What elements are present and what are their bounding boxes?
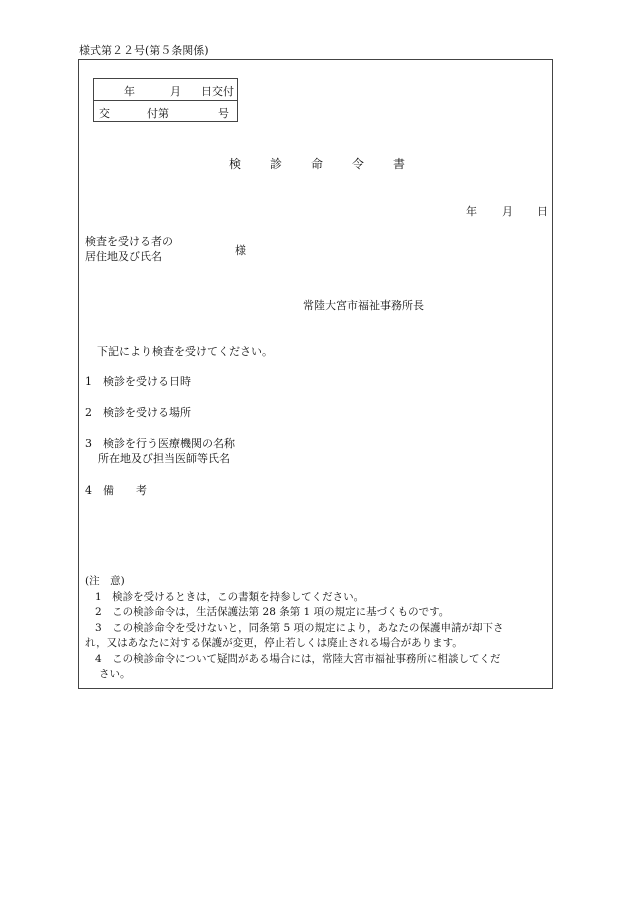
date-year-label: 年 bbox=[466, 205, 477, 218]
note-1: 1 検診を受けるときは，この書類を持参してください。 bbox=[95, 590, 365, 603]
issue-number-row bbox=[94, 101, 237, 122]
issue-kou-label: 交 bbox=[99, 107, 110, 120]
issue-day-label: 日交付 bbox=[201, 85, 234, 98]
issue-number-box bbox=[93, 78, 238, 122]
notes-section bbox=[85, 574, 504, 683]
issue-gou-label: 号 bbox=[218, 107, 229, 120]
item-exam-place: 2 検診を受ける場所 bbox=[85, 406, 191, 419]
issue-month-label: 月 bbox=[170, 85, 181, 98]
note-2: 2 この検診命令は，生活保護法第 28 条第 1 項の規定に基づくものです。 bbox=[95, 606, 450, 618]
note-4-line2: さい。 bbox=[99, 668, 131, 680]
notes-heading: (注 意) bbox=[85, 575, 125, 587]
intro-text: 下記により検査を受けてください。 bbox=[97, 345, 273, 358]
recipient-label bbox=[85, 234, 173, 264]
title-char: 検 bbox=[229, 157, 242, 171]
note-4-line1: 4 この検診命令について疑問がある場合には，常陸大宮市福祉事務所に相談してくだ bbox=[95, 652, 501, 665]
item-exam-datetime: 1 検診を受ける日時 bbox=[85, 375, 191, 388]
issue-year-label: 年 bbox=[124, 85, 135, 98]
note-3-line2: れ，又はあなたに対する保護が変更，停止若しくは廃止される場合があります。 bbox=[85, 637, 463, 649]
note-3-line1: 3 この検診命令を受けないと，同条第 5 項の規定により，あなたの保護申請が却下さ bbox=[95, 621, 504, 634]
item3-line2: 所在地及び担当医師等氏名 bbox=[98, 452, 230, 465]
date-day-label: 日 bbox=[537, 205, 548, 218]
issue-fudai-label: 付第 bbox=[147, 107, 169, 120]
title-char: 診 bbox=[270, 157, 283, 171]
title-char: 命 bbox=[311, 157, 324, 171]
title-char: 書 bbox=[393, 157, 406, 171]
recipient-label-line2: 居住地及び氏名 bbox=[85, 250, 162, 263]
recipient-label-line1: 検査を受ける者の bbox=[85, 235, 173, 248]
item-remarks: 4 備 考 bbox=[85, 484, 147, 497]
form-number: 様式第２２号(第５条関係) bbox=[79, 44, 209, 57]
honorific: 様 bbox=[235, 244, 246, 257]
issue-date-row bbox=[94, 79, 237, 101]
date-month-label: 月 bbox=[502, 205, 513, 218]
item-medical-institution bbox=[85, 436, 235, 466]
item3-line1: 3 検診を行う医療機関の名称 bbox=[85, 437, 235, 450]
issuer-name: 常陸大宮市福祉事務所長 bbox=[303, 299, 424, 312]
title-char: 令 bbox=[352, 157, 365, 171]
